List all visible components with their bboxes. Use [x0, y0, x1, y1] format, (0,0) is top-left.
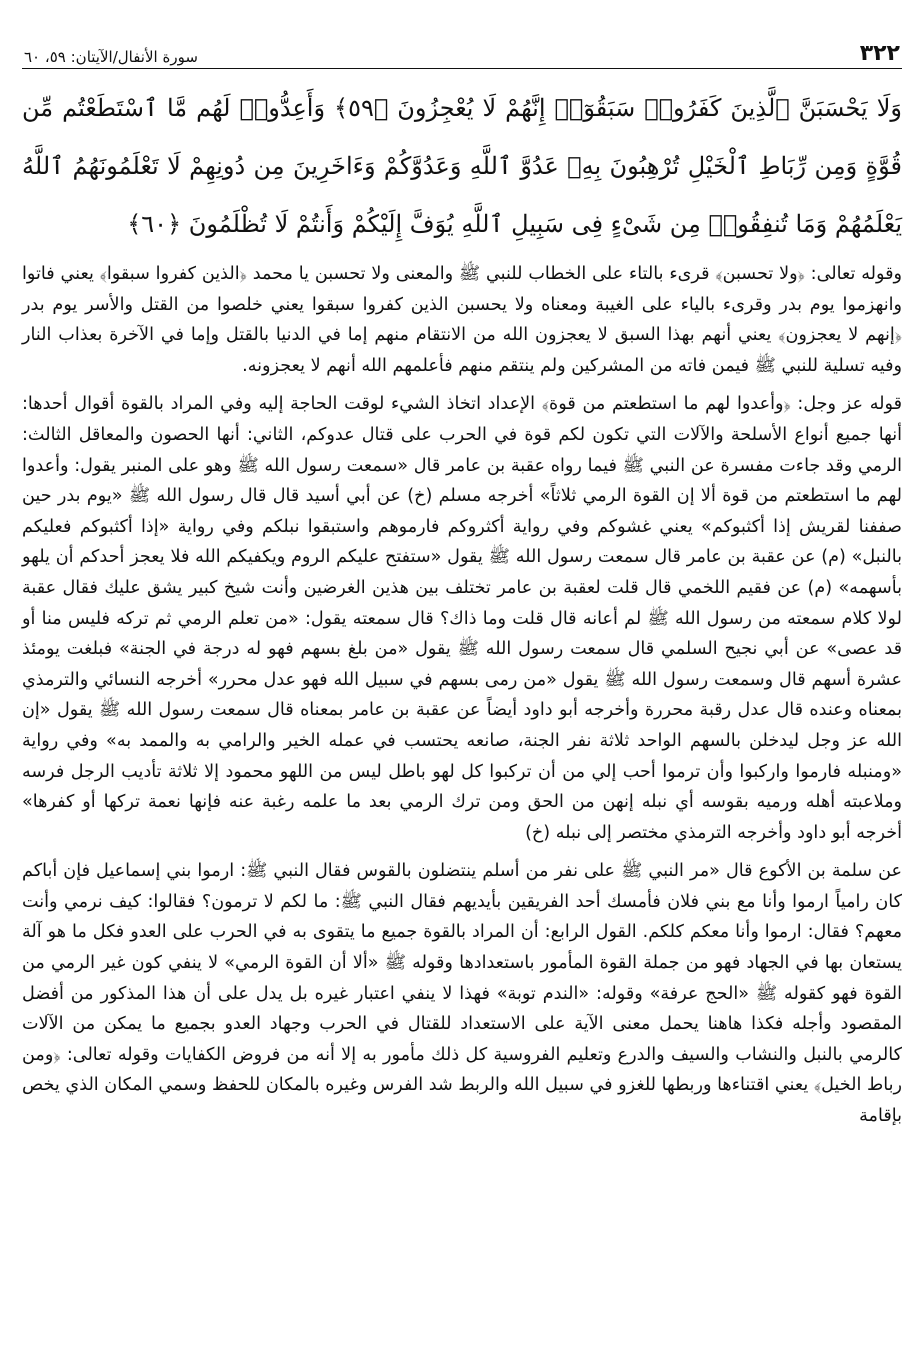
running-title: سورة الأنفال/الآيتان: ٥٩، ٦٠ — [24, 48, 198, 66]
tafsir-commentary — [22, 259, 902, 1132]
quran-verses — [22, 79, 902, 253]
quran-verse-text: وَلَا يَحْسَبَنَّ ٱلَّذِينَ كَفَرُوا۟ سَبَقُوٓا۟ إِنَّهُمْ لَا يُعْجِزُونَ ﴿٥٩﴾ وَأَعِدُّوا۟ لَهُم مَّا ٱسْتَطَعْتُم مِّن قُوَّةٍ وَمِن رِّبَاطِ ٱلْخَيْلِ تُرْهِبُونَ بِهِۦ عَدُوَّ ٱللَّهِ وَعَدُوَّكُمْ وَءَاخَرِينَ مِن دُونِهِمْ لَا تَعْلَمُونَهُمُ ٱللَّهُ يَعْلَمُهُمْ وَمَا تُنفِقُوا۟ مِن شَىْءٍ فِى سَبِيلِ ٱللَّهِ يُوَفَّ إِلَيْكُمْ وَأَنتُمْ لَا تُظْلَمُونَ ﴿٦٠﴾ — [22, 94, 902, 238]
page-number: ٣٢٢ — [859, 41, 900, 66]
commentary-paragraph: عن سلمة بن الأكوع قال «مر النبي ﷺ على نفر من أسلم ينتضلون بالقوس فقال النبي ﷺ: ارموا بني إسماعيل فإن أباكم كان رامياً ارموا وأنا مع بني فلان فأمسك أحد الفريقين بأيديهم فقال النبي ﷺ: ما لكم لا ترمون؟ فقالوا: كيف نرمي وأنت معهم؟ فقال: ارموا وأنا معكم كلكم. القول الرابع: أن المراد بالقوة جميع ما يتقوى به في الحرب على العدو فكل ما هو آلة يستعان بها في الجهاد فهو من جملة القوة المأمور باستعدادها وقوله ﷺ «ألا أن القوة الرمي» لا ينفي كون غير الرمي من القوة فهو كقوله ﷺ «الحج عرفة» وقوله: «الندم توبة» فهذا لا ينفي اعتبار غيره بل يدل على أن هذا المذكور من أفضل المقصود وأجله فكذا هاهنا يحمل معنى الآية على الاستعداد للقتال في الحرب وجهاد العدو بجميع ما يمكن من الآلات كالرمي بالنبل والنشاب والسيف والدرع وتعليم الفروسية كل ذلك مأمور به إلا أنه من فروض الكفايات وقوله تعالى: ﴿ومن رباط الخيل﴾ يعني اقتناءها وربطها للغزو في سبيل الله والربط شد الفرس وغيره بالمكان للحفظ وسمي المكان الذي يخص بإقامة — [22, 861, 902, 1127]
page-header — [22, 38, 902, 69]
commentary-paragraph: وقوله تعالى: ﴿ولا تحسبن﴾ قرىء بالتاء على الخطاب للنبي ﷺ والمعنى ولا تحسبن يا محمد ﴿الذين كفروا سبقوا﴾ يعني فاتوا وانهزموا يوم بدر وقرىء بالياء على الغيبة ومعناه ولا يحسبن الذين كفروا سبقوا يعني خلصوا من القتل والأسر يوم بدر ﴿إنهم لا يعجزون﴾ يعني أنهم بهذا السبق لا يعجزون الله من الانتقام منهم إما في الدنيا بالقتل وإما في الآخرة بعذاب النار وفيه تسلية للنبي ﷺ فيمن فاته من المشركين ولم ينتقم منهم فأعلمهم الله أنهم لا يعجزونه. — [22, 264, 902, 376]
commentary-paragraph: قوله عز وجل: ﴿وأعدوا لهم ما استطعتم من قوة﴾ الإعداد اتخاذ الشيء لوقت الحاجة إليه وفي المراد بالقوة أقوال أحدها: أنها جميع أنواع الأسلحة والآلات التي تكون لكم قوة في الحرب على قتال عدوكم، الثاني: أنها الحصون والمعاقل الثالث: الرمي وقد جاءت مفسرة عن النبي ﷺ فيما رواه عقبة بن عامر قال «سمعت رسول الله ﷺ وهو على المنبر يقول: وأعدوا لهم ما استطعتم من قوة ألا إن القوة الرمي ثلاثاً» أخرجه مسلم (خ) عن أبي أسيد قال قال رسول الله ﷺ «يوم بدر حين صففنا لقريش إذا أكثبوكم» يعني غشوكم وفي رواية أكثروكم فارموهم واستبقوا نبلكم وفي رواية «إذا أكثبوكم فعليكم بالنبل» (م) عن عقبة بن عامر قال سمعت رسول الله ﷺ يقول «ستفتح عليكم الروم ويكفيكم الله فلا يعجز أحدكم أن يلهو بأسهمه» (م) عن فقيم اللخمي قال قلت لعقبة بن عامر تختلف بين هذين الغرضين وأنت شيخ كبير يشق عليك فقال عقبة لولا كلام سمعته من رسول الله ﷺ لم أعانه قال قلت وما ذاك؟ قال سمعته يقول: «من تعلم الرمي ثم تركه فليس منا أو قد عصى» عن أبي نجيح السلمي قال سمعت رسول الله ﷺ يقول «من بلغ بسهم فهو له درجة في الجنة» فبلغت يومئذ عشرة أسهم قال وسمعت رسول الله ﷺ يقول «من رمى بسهم في سبيل الله فهو عدل محرر» أخرجه النسائي والترمذي بمعناه وعنده قال عدل رقبة محررة وأخرجه أبو داود أيضاً عن عقبة بن عامر بمعناه قال سمعت رسول الله ﷺ يقول «إن الله عز وجل ليدخلن بالسهم الواحد ثلاثة نفر الجنة، صانعه يحتسب في عمله الخير والرامي به والممد به» وفي رواية «ومنبله فارموا واركبوا وأن ترموا أحب إلي من أن تركبوا كل لهو باطل ليس من اللهو محمود إلا ثلاثة تأديب الرجل فرسه وملاعبته أهله ورميه بقوسه أي نبله إنهن من الحق ومن ترك الرمي بعد ما علمه رغبة عنه فإنها نعمة تركها أو كفرها» أخرجه أبو داود وأخرجه الترمذي مختصر إلى نبله (خ) — [22, 394, 902, 843]
